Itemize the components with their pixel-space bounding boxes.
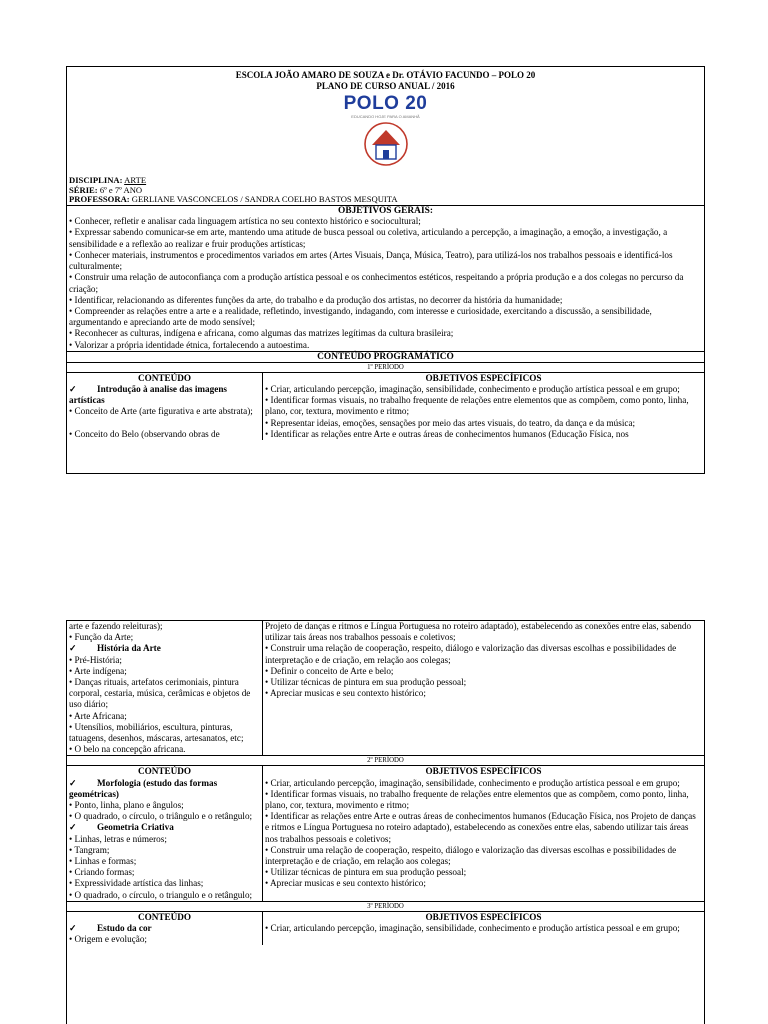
teacher-label: PROFESSORA: bbox=[69, 194, 130, 205]
content-item: • Arte indígena; bbox=[69, 665, 127, 676]
objective-item: • Criar, articulando percepção, imaginação, sensibilidade, conhecimento e produção artística pessoal e em grupo; bbox=[265, 383, 680, 394]
objective-item: • Apreciar musicas e seu contexto histórico; bbox=[265, 878, 426, 889]
discipline-value: ARTE bbox=[124, 175, 147, 185]
content-item: • O quadrado, o círculo, o triangulo e o retângulo; bbox=[69, 889, 253, 900]
objective-item: • Utilizar técnicas de pintura em sua produção pessoal; bbox=[265, 677, 467, 688]
grade-label: SÉRIE: bbox=[69, 184, 98, 195]
period-3-label: 3º PERÍODO bbox=[67, 901, 704, 911]
content-subheading bbox=[69, 384, 260, 406]
discipline-line bbox=[69, 176, 704, 186]
objective-item: • Identificar as relações entre Arte e outras áreas de conhecimentos humanos (Educação Física, nos Projeto de danças e ritmos e Língua Portuguesa no roteiro adaptado), estabelecendo as conexões entre elas, sabendo utilizar tais áreas nos trabalhos pessoais e coletivos; bbox=[265, 811, 696, 844]
content-item: • O belo na concepção africana. bbox=[69, 744, 186, 755]
content-item: • Linhas e formas; bbox=[69, 856, 137, 867]
subheading-text: Estudo da cor bbox=[97, 923, 152, 934]
document-page-1 bbox=[66, 66, 705, 474]
logo-title: POLO 20 bbox=[343, 93, 428, 114]
checkmark-icon: ✓ bbox=[69, 923, 77, 934]
objectives-column bbox=[263, 912, 704, 946]
objectives-column bbox=[263, 621, 704, 755]
checkmark-icon: ✓ bbox=[69, 822, 77, 833]
general-objective-item: • Conhecer, refletir e analisar cada linguagem artística no seu contexto histórico e sociocultural; bbox=[69, 216, 421, 227]
general-objectives-list bbox=[67, 216, 704, 350]
subheading-text: Introdução à analise das imagens artísticas bbox=[69, 383, 228, 406]
objective-item: • Criar, articulando percepção, imaginação, sensibilidade, conhecimento e produção artística pessoal e em grupo; bbox=[265, 923, 680, 934]
plan-title: PLANO DE CURSO ANUAL / 2016 bbox=[316, 81, 455, 91]
meta-info bbox=[67, 176, 704, 205]
content-item: • Arte Africana; bbox=[69, 710, 127, 721]
content-item: • Utensílios, mobiliários, escultura, pinturas, tatuagens, desenhos, máscaras, artesanatos, etc; bbox=[69, 721, 244, 744]
objective-item: • Criar, articulando percepção, imaginação, sensibilidade, conhecimento e produção artística pessoal e em grupo; bbox=[265, 777, 680, 788]
document-page-2 bbox=[66, 620, 705, 1024]
content-column bbox=[67, 912, 263, 946]
general-objective-item: • Reconhecer as culturas, indígena e africana, como algumas das matrizes legítimas da cultura brasileira; bbox=[69, 328, 454, 339]
checkmark-icon: ✓ bbox=[69, 643, 77, 654]
teacher-value: GERLIANE VASCONCELOS / SANDRA COELHO BASTOS MESQUITA bbox=[131, 194, 398, 205]
logo-emblem-icon bbox=[362, 121, 410, 167]
logo-subtitle: EDUCANDO HOJE PARA O AMANHÃ bbox=[351, 114, 420, 119]
objectives-header: OBJETIVOS ESPECÍFICOS bbox=[425, 911, 542, 922]
general-objective-item: • Conhecer materiais, instrumentos e procedimentos variados em artes (Artes Visuais, Dança, Música, Teatro), para utilizá-los nos trabalhos pessoais e identificá-los culturalmente; bbox=[69, 249, 673, 272]
content-item: • O quadrado, o círculo, o triângulo e o retângulo; bbox=[69, 811, 253, 822]
objectives-header: OBJETIVOS ESPECÍFICOS bbox=[425, 372, 542, 383]
school-logo bbox=[67, 94, 704, 174]
content-header: CONTEÚDO bbox=[137, 372, 192, 383]
period-1-table-continued bbox=[67, 621, 704, 755]
objective-item: • Identificar formas visuais, no trabalho frequente de relações entre elementos que as compõem, como ponto, linha, plano, cor, textura, movimento e ritmo; bbox=[265, 788, 689, 811]
general-objective-item: • Valorizar a própria identidade étnica, fortalecendo a autoestima. bbox=[69, 339, 310, 350]
discipline-label: DISCIPLINA: bbox=[69, 175, 123, 185]
content-column bbox=[67, 373, 263, 440]
period-1-label: 1º PERÍODO bbox=[67, 362, 704, 372]
content-header: CONTEÚDO bbox=[137, 911, 192, 922]
content-item: • Conceito de Arte (arte figurativa e arte abstrata); bbox=[69, 406, 253, 417]
objective-item: • Construir uma relação de cooperação, respeito, diálogo e valorização das diversas escolhas e possibilidades de interpretação e de criação, em relação aos colegas; bbox=[265, 643, 677, 665]
subheading-text: Morfologia (estudo das formas geométricas) bbox=[69, 777, 218, 799]
objective-item: • Utilizar técnicas de pintura em sua produção pessoal; bbox=[265, 867, 467, 878]
content-subheading bbox=[69, 822, 260, 833]
objective-item: • Construir uma relação de cooperação, respeito, diálogo e valorização das diversas escolhas e possibilidades de interpretação e de criação, em relação aos colegas; bbox=[265, 844, 677, 867]
objective-item: • Identificar as relações entre Arte e outras áreas de conhecimentos humanos (Educação Física, nos bbox=[265, 428, 629, 439]
teacher-line bbox=[69, 195, 704, 205]
general-objective-item: • Compreender as relações entre a arte e a realidade, refletindo, investigando, indagando, com interesse e curiosidade, exercitando a discussão, a sensibilidade, argumentando e apreciando arte de modo sensível; bbox=[69, 305, 652, 328]
period-3-table bbox=[67, 911, 704, 946]
content-subheading bbox=[69, 643, 260, 654]
content-item: • Conceito do Belo (observando obras de bbox=[69, 428, 220, 439]
subheading-text: História da Arte bbox=[97, 643, 161, 654]
content-item: • Origem e evolução; bbox=[69, 934, 147, 945]
objective-item: • Definir o conceito de Arte e belo; bbox=[265, 665, 394, 676]
content-subheading bbox=[69, 923, 260, 934]
general-objective-item: • Construir uma relação de autoconfiança com a produção artística pessoal e os conhecimentos estéticos, respeitando a própria produção e a dos colegas no percurso da criação; bbox=[69, 272, 684, 294]
objective-item: • Representar ideias, emoções, sensações por meio das artes visuais, do teatro, da dança e da música; bbox=[265, 417, 636, 428]
content-subheading bbox=[69, 778, 260, 800]
general-objective-item: • Expressar sabendo comunicar-se em arte, mantendo uma atitude de busca pessoal ou coletiva, articulando a percepção, a imaginação, a emoção, a investigação, a sensibilidade e a reflexão ao realizar e fruir produções artísticas; bbox=[69, 227, 668, 249]
content-column bbox=[67, 621, 263, 755]
content-item: • Pré-História; bbox=[69, 654, 122, 665]
period-2-label: 2º PERÍODO bbox=[67, 755, 704, 765]
objective-item: Projeto de danças e ritmos e Língua Portuguesa no roteiro adaptado), estabelecendo as conexões entre elas, sabendo utilizar tais áreas nos trabalhos pessoais e coletivos; bbox=[265, 621, 692, 643]
objective-item: • Identificar formas visuais, no trabalho frequente de relações entre elementos que as compõem, como ponto, linha, plano, cor, textura, movimento e ritmo; bbox=[265, 395, 689, 417]
checkmark-icon: ✓ bbox=[69, 383, 77, 394]
content-header: CONTEÚDO bbox=[137, 766, 192, 777]
general-objectives-title: OBJETIVOS GERAIS: bbox=[67, 205, 704, 217]
content-item: • Ponto, linha, plano e ângulos; bbox=[69, 800, 184, 811]
period-2-table bbox=[67, 765, 704, 900]
grade-value: 6º e 7º ANO bbox=[99, 184, 143, 195]
objectives-column bbox=[263, 766, 704, 900]
content-item: • Criando formas; bbox=[69, 867, 135, 878]
general-objective-item: • Identificar, relacionando as diferentes funções da arte, do trabalho e da produção dos artistas, no decorrer da história da humanidade; bbox=[69, 294, 563, 305]
content-item: • Função da Arte; bbox=[69, 632, 134, 643]
content-item: • Linhas, letras e números; bbox=[69, 833, 167, 844]
content-item: • Tangram; bbox=[69, 844, 110, 855]
subheading-text: Geometria Criativa bbox=[97, 822, 174, 833]
content-column bbox=[67, 766, 263, 900]
checkmark-icon: ✓ bbox=[69, 777, 77, 788]
objectives-column bbox=[263, 373, 704, 440]
content-item: arte e fazendo releituras); bbox=[69, 621, 163, 631]
objective-item: • Apreciar musicas e seu contexto histórico; bbox=[265, 688, 426, 699]
period-1-table bbox=[67, 372, 704, 440]
program-title: CONTEÚDO PROGRAMÁTICO bbox=[67, 351, 704, 362]
content-item: • Danças rituais, artefatos cerimoniais, pintura corporal, cestaria, música, cerâmicas e objetos de uso diário; bbox=[69, 677, 251, 710]
objectives-header: OBJETIVOS ESPECÍFICOS bbox=[425, 766, 542, 777]
content-item: • Expressividade artística das linhas; bbox=[69, 878, 204, 889]
school-name: ESCOLA JOÃO AMARO DE SOUZA e Dr. OTÁVIO FACUNDO – POLO 20 bbox=[235, 70, 536, 80]
